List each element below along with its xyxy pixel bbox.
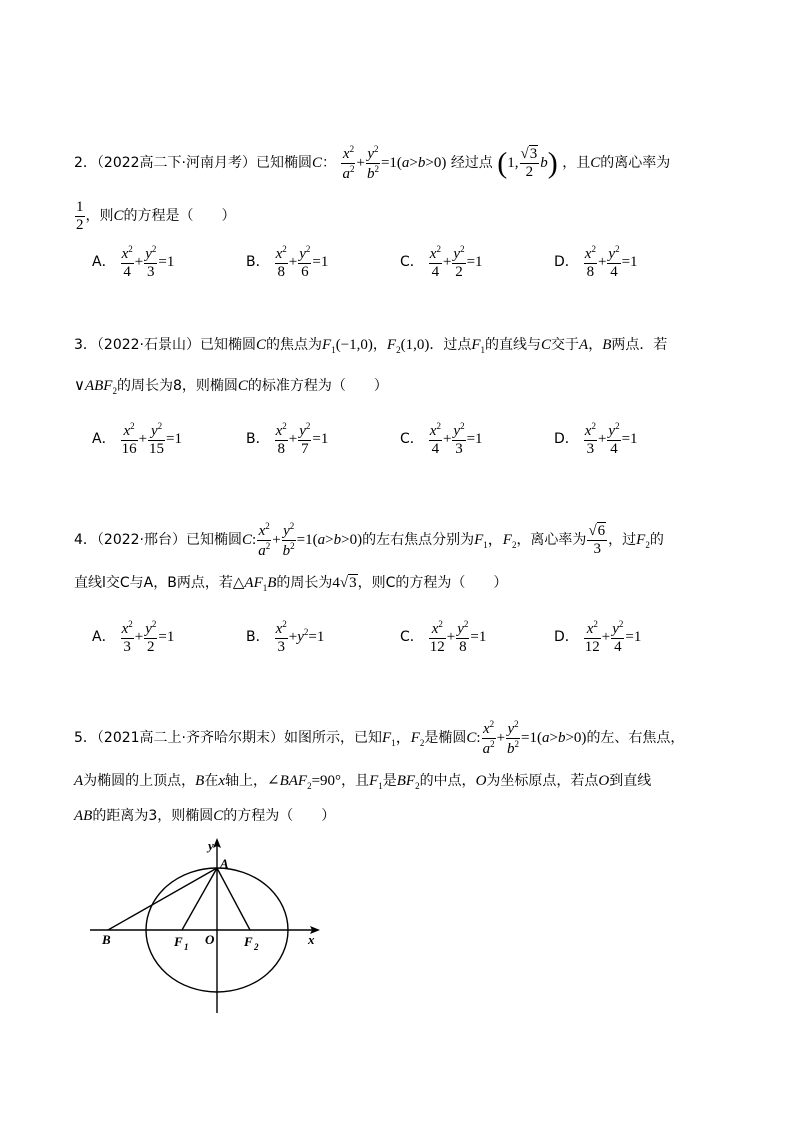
q4-text: 直线l交C与A，B两点，若: [74, 575, 233, 591]
math-C: C: [590, 154, 601, 171]
option-denominator: 7: [301, 441, 309, 457]
math-F1: $F_1$: [471, 337, 485, 355]
math-O: O: [598, 773, 610, 789]
option-label: C．: [400, 628, 424, 645]
q5-text: 为坐标原点，若点: [486, 773, 599, 789]
option-label: A．: [92, 628, 116, 645]
focus-f1: $F_1(-1,0)$: [322, 337, 373, 355]
option-denominator: 4: [614, 639, 622, 655]
option-a[interactable]: A． $\frac{x^2}{16}$ + $\frac{y^2}{15}$ =1: [92, 421, 183, 457]
q5-number: 5．: [74, 729, 97, 746]
option-denominator: 15: [149, 441, 165, 457]
q5-line2: [74, 771, 734, 796]
option-d[interactable]: D． $\frac{x^2}{12}$ + $\frac{y^2}{4}$ =1: [554, 619, 642, 655]
q2-number: 2．: [74, 154, 97, 171]
math-F1: $F_1$: [369, 773, 383, 791]
q5-text: 到直线: [609, 773, 652, 789]
option-a[interactable]: A． $\frac{x^2}{3}$ + $\frac{y^2}{2}$ =1: [92, 619, 175, 655]
option-denominator: 12: [584, 639, 600, 655]
q5-text: 是: [382, 773, 397, 789]
label-f2: F: [244, 934, 253, 949]
eccentricity-value: $\frac{1}{2}$: [76, 199, 84, 233]
q4-source: （2022·邢台）: [96, 531, 187, 548]
q2-text: 的方程是（ ）: [123, 207, 236, 224]
q4-text: 的左右焦点分别为: [362, 531, 475, 548]
triangle-abf2: $\vee ABF_2$: [74, 378, 117, 396]
option-label: C．: [400, 430, 424, 447]
foci: $F_1$，$F_2$: [382, 729, 425, 748]
q4-text: ，离心率为: [516, 531, 587, 548]
q3-text: 的焦点为: [266, 337, 323, 353]
option-a[interactable]: A． $\frac{x^2}{4}$ + $\frac{y^2}{3}$ =1: [92, 244, 175, 280]
q4-number: 4．: [74, 531, 97, 548]
label-b: B: [102, 932, 111, 947]
option-label: B．: [246, 430, 270, 447]
option-denominator: 3: [123, 639, 131, 655]
option-denominator: 3: [277, 639, 285, 655]
q5-text: 在: [204, 773, 219, 789]
q5-line1: [74, 720, 734, 757]
math-C: C: [312, 154, 323, 171]
foci: $F_1$，$F_2$: [474, 531, 517, 550]
option-denominator: 8: [586, 264, 595, 280]
option-c[interactable]: C． $\frac{x^2}{12}$ + $\frac{y^2}{8}$ =1: [400, 619, 487, 655]
option-label: B．: [246, 253, 270, 270]
q5-text: 的方程为（ ）: [223, 808, 336, 824]
option-denominator: 8: [277, 264, 285, 280]
option-d[interactable]: D． $\frac{x^2}{3}$ + $\frac{y^2}{4}$ =1: [554, 421, 638, 457]
option-denominator: 3: [455, 441, 463, 457]
option-b[interactable]: B． $\frac{x^2}{3}$ $+y^2=1$: [246, 619, 325, 655]
q4-text: 已知椭圆: [186, 531, 243, 548]
option-label: C．: [400, 253, 424, 270]
option-denominator: 4: [431, 264, 440, 280]
math-x: x: [218, 773, 226, 789]
q5-source: （2021高二上·齐齐哈尔期末）: [96, 729, 285, 746]
q5-text: 的距离为3，则椭圆: [92, 808, 214, 824]
q3-number: 3．: [74, 337, 97, 353]
q3-text: 两点．若: [611, 337, 668, 353]
math-A: A: [74, 773, 84, 789]
q2-line1: [74, 145, 734, 182]
option-denominator: 12: [429, 639, 445, 655]
q5-text: 轴上，: [225, 773, 268, 789]
q3-text: ，: [372, 337, 387, 353]
q3-line2: [74, 376, 734, 401]
option-label: D．: [554, 430, 579, 447]
option-denominator: 2: [455, 264, 463, 280]
ellipse-figure: [82, 838, 328, 1018]
point-expression: (1, $\frac{√3}{2}$ b): [497, 146, 558, 180]
math-C: C: [213, 808, 224, 824]
math-C: C: [541, 337, 552, 353]
math-C: C: [256, 337, 267, 353]
option-label: A．: [92, 430, 116, 447]
q3-text: 的直线与: [485, 337, 541, 353]
q3-text: 交于: [551, 337, 580, 353]
q4-line2: [74, 573, 734, 598]
q5-text: 如图所示，已知: [284, 729, 383, 746]
math-A: A: [579, 337, 589, 353]
triangle-af1b: $\triangle AF_1B$: [232, 575, 277, 593]
focus-f2: $F_2(1,0)$: [386, 337, 430, 355]
q4-text: 的: [649, 531, 664, 548]
segment-af2: [217, 868, 250, 930]
math-B: B: [602, 337, 612, 353]
q4-line1: [74, 522, 734, 559]
option-c[interactable]: C． $\frac{x^2}{4}$ + $\frac{y^2}{2}$ =1: [400, 244, 483, 280]
segment-bf2: $BF_2$: [396, 773, 420, 791]
option-label: A．: [92, 253, 116, 270]
q2-text: 已知椭圆: [256, 154, 313, 171]
q5-text: 的中点，: [419, 773, 476, 789]
ellipse-equation: C: $\frac{x^2}{a^2}$ + $\frac{y^2}{b^2}$ =1(a>b>0): [242, 521, 363, 559]
option-denominator: 3: [147, 264, 155, 280]
q2-text: ，且: [562, 154, 591, 171]
q5-text: 是椭圆: [424, 729, 467, 746]
segment-ab: [108, 868, 217, 930]
q3-text: 的标准方程为（ ）: [247, 378, 388, 394]
q2-text: 经过点: [450, 154, 493, 171]
label-o: O: [205, 932, 215, 947]
math-B: B: [195, 773, 205, 789]
q2-text: ，则: [85, 207, 114, 224]
q3-text: 的周长为8，则椭圆: [116, 378, 238, 394]
eccentricity-value: $\frac{√6}{3}$: [588, 523, 606, 557]
q5-text: 的左、右焦点，: [586, 729, 685, 746]
q4-text: 的周长为: [276, 575, 333, 591]
math-F2: $F_2$: [636, 531, 650, 550]
q2-line2: [74, 200, 734, 233]
q3-text: 已知椭圆: [200, 337, 257, 353]
math-C: C: [237, 378, 248, 394]
angle-baf2: $\angle BAF_2=90^\circ$: [267, 773, 342, 791]
line-ab: AB: [74, 808, 93, 824]
option-label: D．: [554, 253, 579, 270]
ellipse-equation: C: $\frac{x^2}{a^2}$ + $\frac{y^2}{b^2}$ =1(a>b>0): [466, 719, 587, 757]
math-O: O: [475, 773, 487, 789]
q2-text: ：: [322, 154, 337, 171]
q4-text: ，过: [608, 531, 637, 548]
option-denominator: 4: [610, 441, 618, 457]
q3-line1: [74, 335, 734, 360]
label-x: x: [308, 932, 315, 947]
ellipse-equation: $\frac{x^2}{a^2}$ + $\frac{y^2}{b^2}$ =1(a>b>0): [342, 144, 447, 182]
q3-text: ，: [588, 337, 603, 353]
option-denominator: 4: [610, 264, 618, 280]
q3-text: ．过点: [429, 337, 472, 353]
label-a: A: [220, 856, 229, 871]
option-denominator: 8: [277, 441, 285, 457]
label-f2-sub: 2: [254, 942, 259, 952]
q5-line3: [74, 806, 734, 826]
option-denominator: 2: [147, 639, 155, 655]
option-d[interactable]: D． $\frac{x^2}{8}$ + $\frac{y^2}{4}$ =1: [554, 244, 638, 280]
option-denominator: 3: [586, 441, 595, 457]
q5-text: 为椭圆的上顶点，: [83, 773, 196, 789]
option-b[interactable]: B． $\frac{x^2}{8}$ + $\frac{y^2}{6}$ =1: [246, 244, 329, 280]
math-C: C: [113, 207, 124, 224]
option-b[interactable]: B． $\frac{x^2}{8}$ + $\frac{y^2}{7}$ =1: [246, 421, 329, 457]
q2-source: （2022高二下·河南月考）: [96, 154, 257, 171]
q5-text: ，且: [341, 773, 370, 789]
q4-text: ，则C的方程为（ ）: [357, 575, 508, 591]
option-denominator: 4: [123, 264, 131, 280]
option-label: B．: [246, 628, 270, 645]
option-denominator: 16: [121, 441, 137, 457]
option-denominator: 6: [301, 264, 309, 280]
q2-text: 的离心率为: [600, 154, 671, 171]
label-f1: F: [174, 934, 183, 949]
option-c[interactable]: C． $\frac{x^2}{4}$ + $\frac{y^2}{3}$ =1: [400, 421, 483, 457]
q3-source: （2022·石景山）: [96, 337, 201, 353]
option-label: D．: [554, 628, 579, 645]
label-y: y: [208, 838, 214, 853]
label-f1-sub: 1: [184, 942, 189, 952]
perimeter-value: 4√3: [332, 575, 357, 591]
option-denominator: 4: [431, 441, 440, 457]
option-denominator: 8: [459, 639, 467, 655]
